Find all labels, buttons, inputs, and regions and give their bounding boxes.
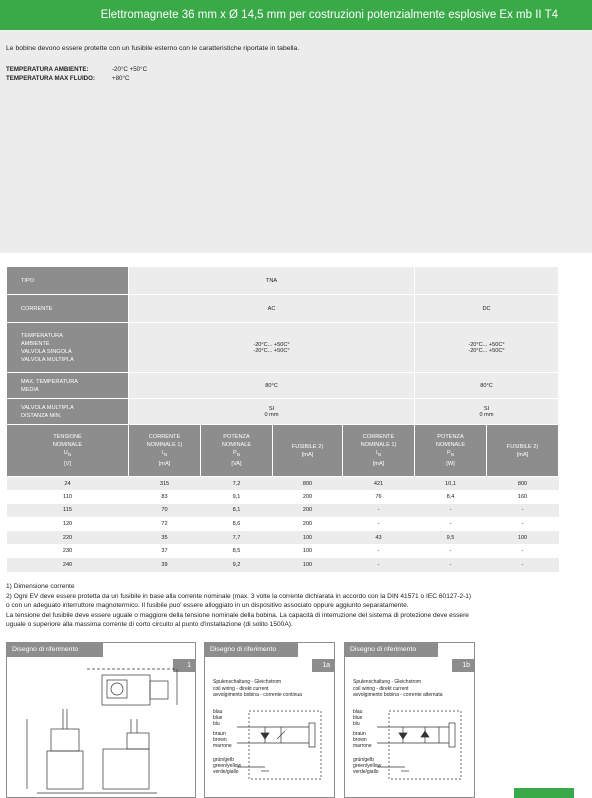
table-row: 110 83 9,1 200 76 8,4 160 [7,490,559,504]
col-potenza-dc: POTENZA NOMINALE $P_N$ [W] [415,425,487,477]
page-header [0,0,592,30]
temperature-list [6,65,147,83]
temp-row: TEMPERATURA MAX FLUIDO: +80°C [6,75,130,82]
col-fusibile-ac: FUSIBILE 2) [mA] [273,425,343,477]
footnotes: 1) Dimensione corrente 2) Ogni EV deve essere protetta da un fusibile in base alla corrente nominale (max. 3 volte la corrente dichiarata in accordo con la DIN 41571 o IEC 60127-2-1) o con un adeguato interruttore magnotermico. Il fusibile puo' essere alloggiato in un dispositivo associato oppure aggiunto separatamente. La tensione del fusibile deve essere uguale o maggiore della tensione nominale della bobina. La capacità di interruzione del sistema di protezione deve essere uguale o superiore alla massima corrente di corto circuito al punto d'installazione (di solito 1500A). [6,583,472,629]
spec-table [6,266,559,572]
wire-brown-label: braun brown marrone [213,731,232,750]
row-tipo: TIPO TNA [7,267,559,295]
wire-ground-label: grün/gelb green/yellow verde/giallo [213,757,242,776]
wiring-legend: Spulenschaltung - Gleichstrom coil wiring - direkt current avvolgimento bobina - corrente alternata [353,679,443,699]
table-row: 120 72 8,6 200 - - - [7,517,559,531]
drawing-panel-1b: Disegno di riferimento 1b Spulenschaltung - Gleichstrom coil wiring - direkt current avvolgimento bobina - corrente alternata blau blue blu braun brown marrone grün/gelb green/yellow verde/giallo [344,642,475,798]
col-fusibile-dc: FUSIBILE 2) [mA] [487,425,559,477]
ac-wiring-diagram [345,643,474,797]
solenoid-drawing [7,659,195,797]
row-multipla: VALVOLA MULTIPLA DISTANZA MIN. SI 0 mm SI 0 mm [7,399,559,425]
col-corrente-ac: CORRENTE NOMINALE 1) $I_N$ [mA] [129,425,201,477]
drawing-panel-1: Disegno di riferimento 1 [6,642,196,798]
intro-text: Le bobine devono essere protette con un fusibile esterno con le caratteristiche riportate in tabella. [6,45,300,52]
col-potenza-ac: POTENZA NOMINALE $P_N$ [VA] [201,425,273,477]
wire-blue-label: blau blue blu [353,709,363,728]
brand-corner-mark [514,788,574,798]
table-row: 220 35 7,7 100 43 9,5 100 [7,531,559,545]
info-section [0,30,592,253]
wire-blue-label: blau blue blu [213,709,223,728]
col-corrente-dc: CORRENTE NOMINALE 1) $I_N$ [mA] [343,425,415,477]
row-corrente: CORRENTE AC DC [7,295,559,323]
dc-wiring-diagram [205,643,334,797]
wire-brown-label: braun brown marrone [353,731,372,750]
col-tensione: TENSIONE NOMINALE $U_N$ [V] [7,425,129,477]
row-temp-ambiente: TEMPERATURA AMBIENTE VALVOLA SINGOLA VALVOLA MULTIPLA -20°C... +50C° -20°C... +50C° -20°C... +50C° -20°C... +50C° [7,323,559,373]
row-max-temp: MAX. TEMPERATURA MEDIA 80°C 80°C [7,373,559,399]
table-row: 230 37 8,5 100 - - - [7,544,559,558]
temp-row: TEMPERATURA AMBIENTE: -20°C +50°C [6,66,148,73]
page-title: Elettromagnete 36 mm x Ø 14,5 mm per costruzioni potenzialmente esplosive Ex mb II T4 [100,9,558,21]
table-row: 115 70 8,1 200 - - - [7,504,559,518]
column-headers [7,425,559,477]
table-row: 240 39 9,2 100 - - - [7,558,559,572]
table-row: 24 315 7,2 800 421 10,1 800 [7,477,559,491]
drawing-panel-1a: Disegno di riferimento 1a Spulenschaltung - Gleichstrom coil wiring - direkt current avvolgimento bobina - corrente continua blau blue blu braun brown marrone grün/gelb green/yellow verde/giallo [204,642,335,798]
wiring-legend: Spulenschaltung - Gleichstrom coil wiring - direkt current avvolgimento bobina - corrente continua [213,679,302,699]
wire-ground-label: grün/gelb green/yellow verde/giallo [353,757,382,776]
